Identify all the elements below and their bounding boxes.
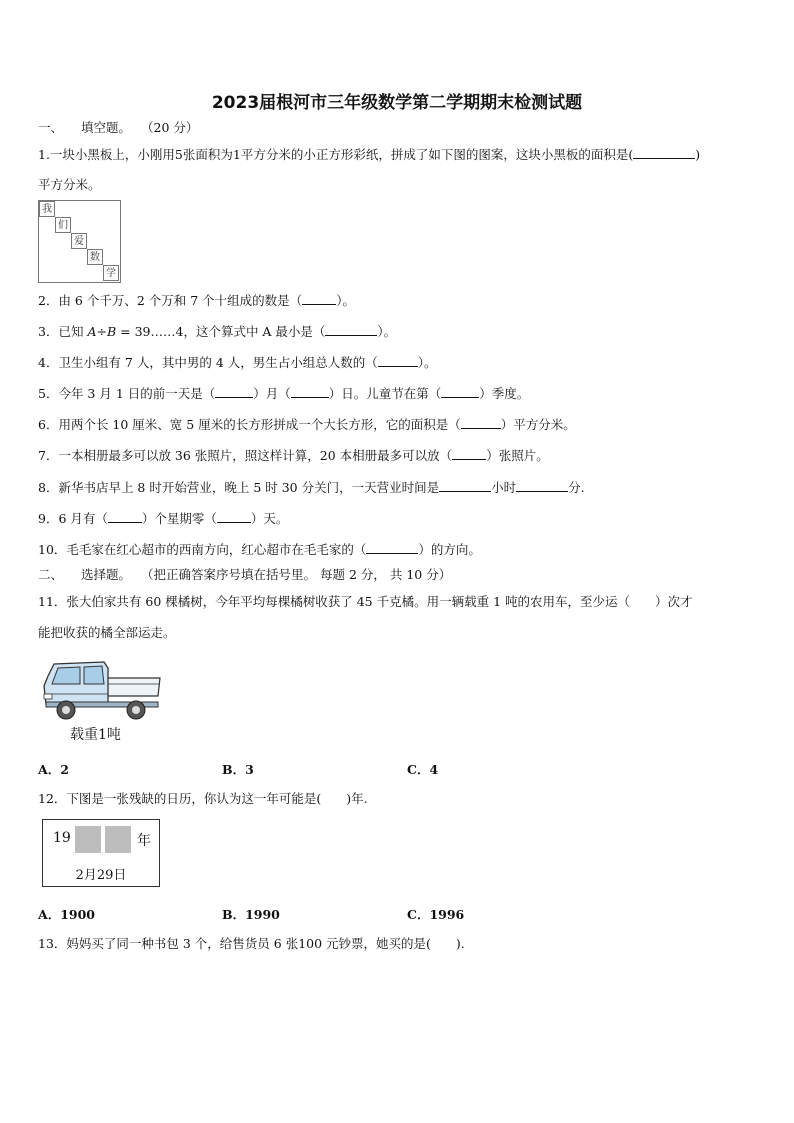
answer-blank-4[interactable]: [378, 354, 418, 367]
calendar-year-label: 年: [137, 833, 151, 849]
truck-caption: 载重1吨: [70, 727, 121, 743]
answer-blank-9a[interactable]: [108, 510, 142, 523]
question-11: 11．张大伯家共有 60 棵橘树，今年平均每棵橘树收获了 45 千克橘。用一辆载重 1 吨的农用车，至少运（ ）次才: [38, 594, 693, 609]
option-c[interactable]: C．4: [407, 762, 439, 777]
question-12: 12．下图是一张残缺的日历，你认为这一年可能是( )年.: [38, 791, 368, 806]
answer-blank-8b[interactable]: [516, 479, 568, 492]
answer-blank-6[interactable]: [461, 416, 501, 429]
grid-cell: 数: [87, 249, 103, 265]
question-9-text-2: ）个星期零（: [141, 511, 217, 526]
question-7-end: ）张照片。: [486, 448, 549, 463]
option-a[interactable]: A．1900: [38, 907, 95, 922]
question-1: [38, 146, 700, 163]
question-3-text: 3．已知: [38, 324, 84, 339]
var-a: A: [87, 324, 97, 339]
question-6-end: ）平方分米。: [500, 417, 576, 432]
answer-blank-2[interactable]: [302, 292, 336, 305]
question-13: 13．妈妈买了同一种书包 3 个，给售货员 6 张100 元钞票，她买的是( ).: [38, 936, 465, 951]
calendar-year-prefix: 19: [53, 830, 71, 846]
question-5-text-3: ）日。儿童节在第（: [328, 386, 442, 401]
equation-rest: = 39……4: [120, 324, 184, 339]
answer-blank-7[interactable]: [452, 447, 486, 460]
question-5-text: 5．今年 3 月 1 日的前一天是（: [38, 386, 216, 401]
question-11-line2: 能把收获的橘全部运走。: [38, 625, 176, 640]
answer-blank-5b[interactable]: [291, 385, 329, 398]
question-1-text: 1.一块小黑板上，小刚用5张面积为1平方分米的小正方形彩纸，拼成了如下图的图案，这块小黑板的面积是(: [38, 147, 634, 162]
question-6: [38, 416, 576, 433]
question-4-end: ）。: [417, 355, 437, 370]
section-1-heading: [38, 120, 198, 136]
question-1-close: ): [695, 147, 701, 162]
question-10-text: 10．毛毛家在红心超市的西南方向，红心超市在毛毛家的（: [38, 542, 367, 557]
section-2-label: 二、: [38, 567, 64, 582]
answer-blank-9b[interactable]: [217, 510, 251, 523]
calendar-missing-digit: [75, 826, 101, 853]
question-9-text-3: ）天。: [250, 511, 289, 526]
grid-cell: 学: [103, 265, 119, 281]
section-2-heading: [38, 567, 451, 583]
calendar-missing-digit: [105, 826, 131, 853]
page-title: 2023届根河市三年级数学第二学期期末检测试题: [211, 93, 583, 113]
question-2-text: 2．由 6 个千万、2 个万和 7 个十组成的数是（: [38, 293, 303, 308]
question-9-text: 9．6 月有（: [38, 511, 108, 526]
answer-blank-5a[interactable]: [215, 385, 253, 398]
section-2-note: （把正确答案序号填在括号里。 每题 2 分， 共 10 分）: [141, 567, 452, 582]
question-10: [38, 541, 481, 558]
truck-illustration: [40, 654, 162, 724]
math-expression: [87, 324, 183, 339]
question-8-text: 8．新华书店早上 8 时开始营业，晚上 5 时 30 分关门，一天营业时间是: [38, 480, 440, 495]
question-4: [38, 354, 437, 371]
grid-cell: 爱: [71, 233, 87, 249]
question-9: [38, 510, 288, 527]
option-b[interactable]: B．1990: [222, 907, 280, 922]
answer-blank-1[interactable]: [633, 146, 695, 159]
question-6-text: 6．用两个长 10 厘米、宽 5 厘米的长方形拼成一个大长方形，它的面积是（: [38, 417, 461, 432]
answer-blank-3[interactable]: [325, 323, 377, 336]
question-2-end: ）。: [336, 293, 355, 308]
question-5-text-2: ）月（: [253, 386, 291, 401]
option-b[interactable]: B．3: [222, 762, 254, 777]
option-c[interactable]: C．1996: [407, 907, 465, 922]
question-3-mid: ，这个算式中 A 最小是（: [183, 324, 326, 339]
question-5-text-4: ）季度。: [479, 386, 530, 401]
section-1-score: （20 分）: [141, 120, 199, 135]
section-2-title: 选择题。: [81, 567, 132, 582]
question-7-text: 7．一本相册最多可以放 36 张照片，照这样计算，20 本相册最多可以放（: [38, 448, 453, 463]
answer-blank-5c[interactable]: [441, 385, 479, 398]
section-1-title: 填空题。: [81, 120, 132, 135]
section-1-label: 一、: [38, 120, 64, 135]
calendar-figure: [42, 819, 160, 887]
grid-figure: [38, 200, 121, 283]
calendar-date: 2月29日: [75, 868, 127, 883]
question-8-end: 分.: [568, 480, 585, 495]
grid-cell: 们: [55, 217, 71, 233]
answer-blank-8a[interactable]: [439, 479, 491, 492]
var-b: B: [106, 324, 117, 339]
option-a[interactable]: A．2: [38, 762, 69, 777]
question-1-line2: 平方分米。: [38, 177, 101, 192]
grid-cell: 我: [39, 201, 55, 217]
question-8-mid: 小时: [491, 480, 517, 495]
answer-blank-10[interactable]: [366, 541, 418, 554]
question-7: [38, 447, 549, 464]
question-3: [38, 323, 396, 340]
question-10-end: ）的方向。: [418, 542, 481, 557]
question-4-text: 4．卫生小组有 7 人，其中男的 4 人，男生占小组总人数的（: [38, 355, 378, 370]
question-8: [38, 479, 585, 496]
question-3-end: ）。: [377, 324, 397, 339]
divide-sign: ÷: [96, 324, 107, 339]
question-2: [38, 292, 355, 309]
question-5: [38, 385, 529, 402]
